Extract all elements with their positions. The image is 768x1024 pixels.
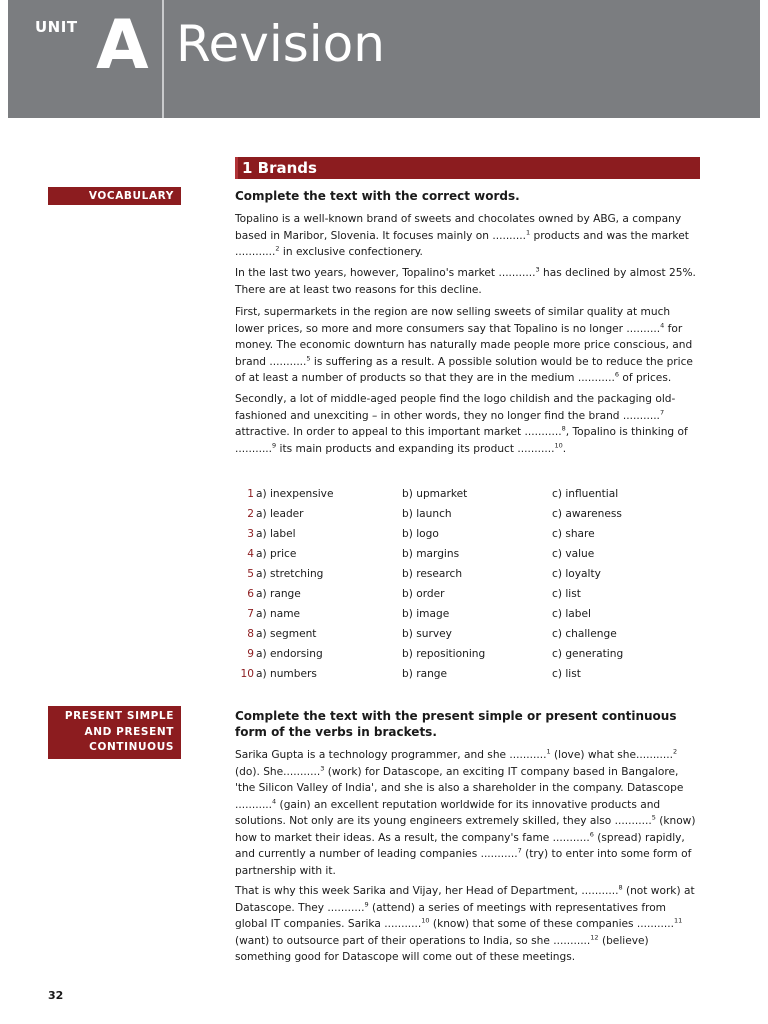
question-number: 3 — [247, 528, 254, 540]
question-number: 5 — [247, 568, 254, 580]
option-c: c) challenge — [552, 628, 617, 640]
paragraph-text: for money. The economic downturn has naturally made people more price conscious, and brand ........... — [235, 322, 693, 368]
paragraph-text: (know) that some of these companies ........... — [429, 918, 674, 930]
option-a: a) segment — [256, 628, 317, 640]
unit-label: UNIT — [35, 18, 78, 36]
option-a: a) inexpensive — [256, 488, 334, 500]
answer-option-row — [235, 644, 705, 664]
answer-option-row — [235, 564, 705, 584]
paragraph-text: (want) to outsource part of their operations to India, so she ........... — [235, 934, 591, 947]
option-b: b) margins — [402, 548, 460, 560]
present-instruction: Complete the text with the present simple or present continuous form of the verbs in brackets. — [235, 709, 677, 739]
gap-number: 1 — [546, 747, 551, 756]
gap-number: 4 — [272, 796, 277, 805]
paragraph-text: in exclusive confectionery. — [279, 246, 423, 258]
gap-number: 6 — [614, 370, 620, 379]
gap-number: 3 — [320, 763, 325, 772]
page-title: Revision — [176, 15, 385, 73]
answer-option-row — [235, 664, 705, 684]
question-number: 10 — [240, 668, 254, 680]
paragraph-text: (spread) rapidly, and currently a number of leading companies ........... — [235, 831, 685, 860]
question-number: 4 — [247, 548, 254, 560]
gap-number: 5 — [651, 813, 656, 822]
vocabulary-label: VOCABULARY — [48, 187, 181, 205]
option-c: c) label — [552, 608, 591, 620]
gap-number: 7 — [517, 846, 522, 855]
vocabulary-instruction: Complete the text with the correct words. — [235, 189, 520, 203]
question-number: 6 — [247, 588, 254, 600]
paragraph-text: (love) what she........... — [550, 749, 674, 761]
paragraph-text: , Topalino is thinking of ........... — [235, 426, 688, 455]
question-number: 7 — [247, 608, 254, 620]
vocab-paragraph — [235, 265, 697, 298]
paragraph-text: (try) to enter into some form of partnership with it. — [235, 848, 692, 877]
answer-option-row — [235, 544, 705, 564]
unit-header — [8, 0, 760, 118]
question-number: 8 — [247, 628, 254, 640]
vocab-paragraph — [235, 211, 697, 261]
question-number: 2 — [247, 508, 254, 520]
option-a: a) endorsing — [256, 648, 323, 660]
gap-number: 2 — [275, 244, 280, 253]
present-label-line: PRESENT SIMPLE — [64, 710, 174, 722]
option-b: b) logo — [402, 528, 439, 540]
paragraph-text: has declined by almost 25%. There are at least two reasons for this decline. — [235, 267, 696, 296]
gap-number: 2 — [673, 747, 678, 756]
option-b: b) range — [402, 668, 448, 680]
gap-number: 8 — [561, 424, 566, 433]
question-number: 1 — [247, 488, 254, 500]
answer-option-row — [235, 504, 705, 524]
answer-option-row — [235, 584, 705, 604]
option-b: b) order — [402, 588, 445, 600]
paragraph-text: First, supermarkets in the region are now selling sweets of similar quality at much lower prices, so more and more consumers say that Topalino is no longer .......... — [235, 306, 671, 335]
paragraph-text: attractive. In order to appeal to this important market ........... — [235, 426, 562, 438]
option-a: a) price — [256, 548, 297, 560]
option-c: c) share — [552, 528, 595, 540]
present-label-line: AND PRESENT — [84, 725, 174, 738]
paragraph-text: (gain) an excellent reputation worldwide for its innovative products and solutions. Not only are its young engineers extremely skilled, they also ........... — [235, 798, 661, 827]
gap-number: 7 — [659, 407, 665, 416]
paragraph-text: (attend) a series of meetings with representatives from global IT companies. Sarika ........... — [235, 901, 667, 930]
paragraph-text: That is why this week Sarika and Vijay, her Head of Department, ........... — [235, 885, 619, 897]
present-tense-label — [48, 706, 181, 759]
gap-number: 5 — [306, 353, 311, 362]
option-b: b) research — [402, 568, 463, 580]
gap-number: 12 — [590, 932, 599, 941]
option-c: c) loyalty — [552, 568, 601, 580]
paragraph-text: (know) how to market their ideas. As a result, the company's fame ........... — [235, 815, 696, 844]
paragraph-text: is suffering as a result. A possible solution would be to reduce the price of at least a number of products so that they are in the medium ........... — [235, 355, 693, 384]
paragraph-text: (do). She........... — [235, 765, 321, 778]
gap-number: 10 — [421, 916, 430, 925]
gap-number: 11 — [673, 916, 683, 925]
option-a: a) name — [256, 608, 301, 620]
paragraph-text: Sarika Gupta is a technology programmer, and she ........... — [235, 749, 547, 761]
gap-number: 1 — [526, 227, 531, 236]
page-number: 32 — [48, 989, 64, 1002]
option-c: c) list — [552, 668, 581, 680]
answer-option-row — [235, 624, 705, 644]
option-b: b) image — [402, 608, 450, 620]
option-a: a) numbers — [256, 668, 317, 680]
option-a: a) stretching — [256, 568, 324, 580]
section-heading: 1 Brands — [235, 157, 700, 179]
paragraph-text: Topalino is a well-known brand of sweets and chocolates owned by ABG, a company based in Maribor, Slovenia. It focuses mainly on .......... — [235, 213, 682, 242]
present-label-line: CONTINUOUS — [89, 741, 174, 753]
paragraph-text: In the last two years, however, Topalino's market ........... — [235, 267, 536, 279]
vocab-paragraph — [235, 391, 697, 457]
option-a: a) label — [256, 528, 296, 540]
header-divider — [162, 0, 164, 118]
present-paragraph — [235, 883, 697, 966]
answer-options-list — [235, 484, 705, 684]
option-a: a) range — [256, 588, 301, 600]
gap-number: 8 — [618, 883, 623, 892]
unit-letter: A — [96, 6, 149, 85]
gap-number: 9 — [364, 899, 369, 908]
answer-option-row — [235, 484, 705, 504]
paragraph-text: Secondly, a lot of middle-aged people find the logo childish and the packaging old-fashioned and unexciting – in other words, they no longer find the brand ........... — [235, 393, 676, 422]
paragraph-text: its main products and expanding its product ........... — [276, 442, 555, 455]
option-a: a) leader — [256, 508, 304, 520]
option-b: b) survey — [402, 628, 452, 640]
paragraph-text: (believe) something good for Datascope will come out of these meetings. — [235, 934, 649, 963]
paragraph-text: of prices. — [619, 372, 672, 384]
gap-number: 9 — [272, 440, 277, 449]
paragraph-text: products and was the market ............ — [235, 229, 689, 258]
gap-number: 3 — [535, 265, 540, 274]
option-c: c) generating — [552, 648, 624, 660]
gap-number: 10 — [554, 440, 563, 449]
gap-number: 6 — [589, 829, 594, 838]
vocab-paragraph — [235, 304, 697, 387]
option-c: c) value — [552, 548, 595, 560]
paragraph-text: . — [562, 442, 567, 455]
answer-option-row — [235, 524, 705, 544]
option-c: c) influential — [552, 488, 619, 500]
option-c: c) list — [552, 588, 581, 600]
option-b: b) upmarket — [402, 488, 468, 500]
gap-number: 4 — [660, 320, 665, 329]
paragraph-text: (not work) at Datascope. They ........... — [235, 885, 695, 914]
question-number: 9 — [247, 648, 254, 660]
option-b: b) launch — [402, 508, 452, 520]
paragraph-text: (work) for Datascope, an exciting IT company based in Bangalore, 'the Silicon Valley of India', and she is also a shareholder in the company. Datascope ........... — [235, 765, 684, 811]
option-c: c) awareness — [552, 508, 622, 520]
answer-option-row — [235, 604, 705, 624]
present-paragraph — [235, 747, 697, 879]
option-b: b) repositioning — [402, 648, 486, 660]
